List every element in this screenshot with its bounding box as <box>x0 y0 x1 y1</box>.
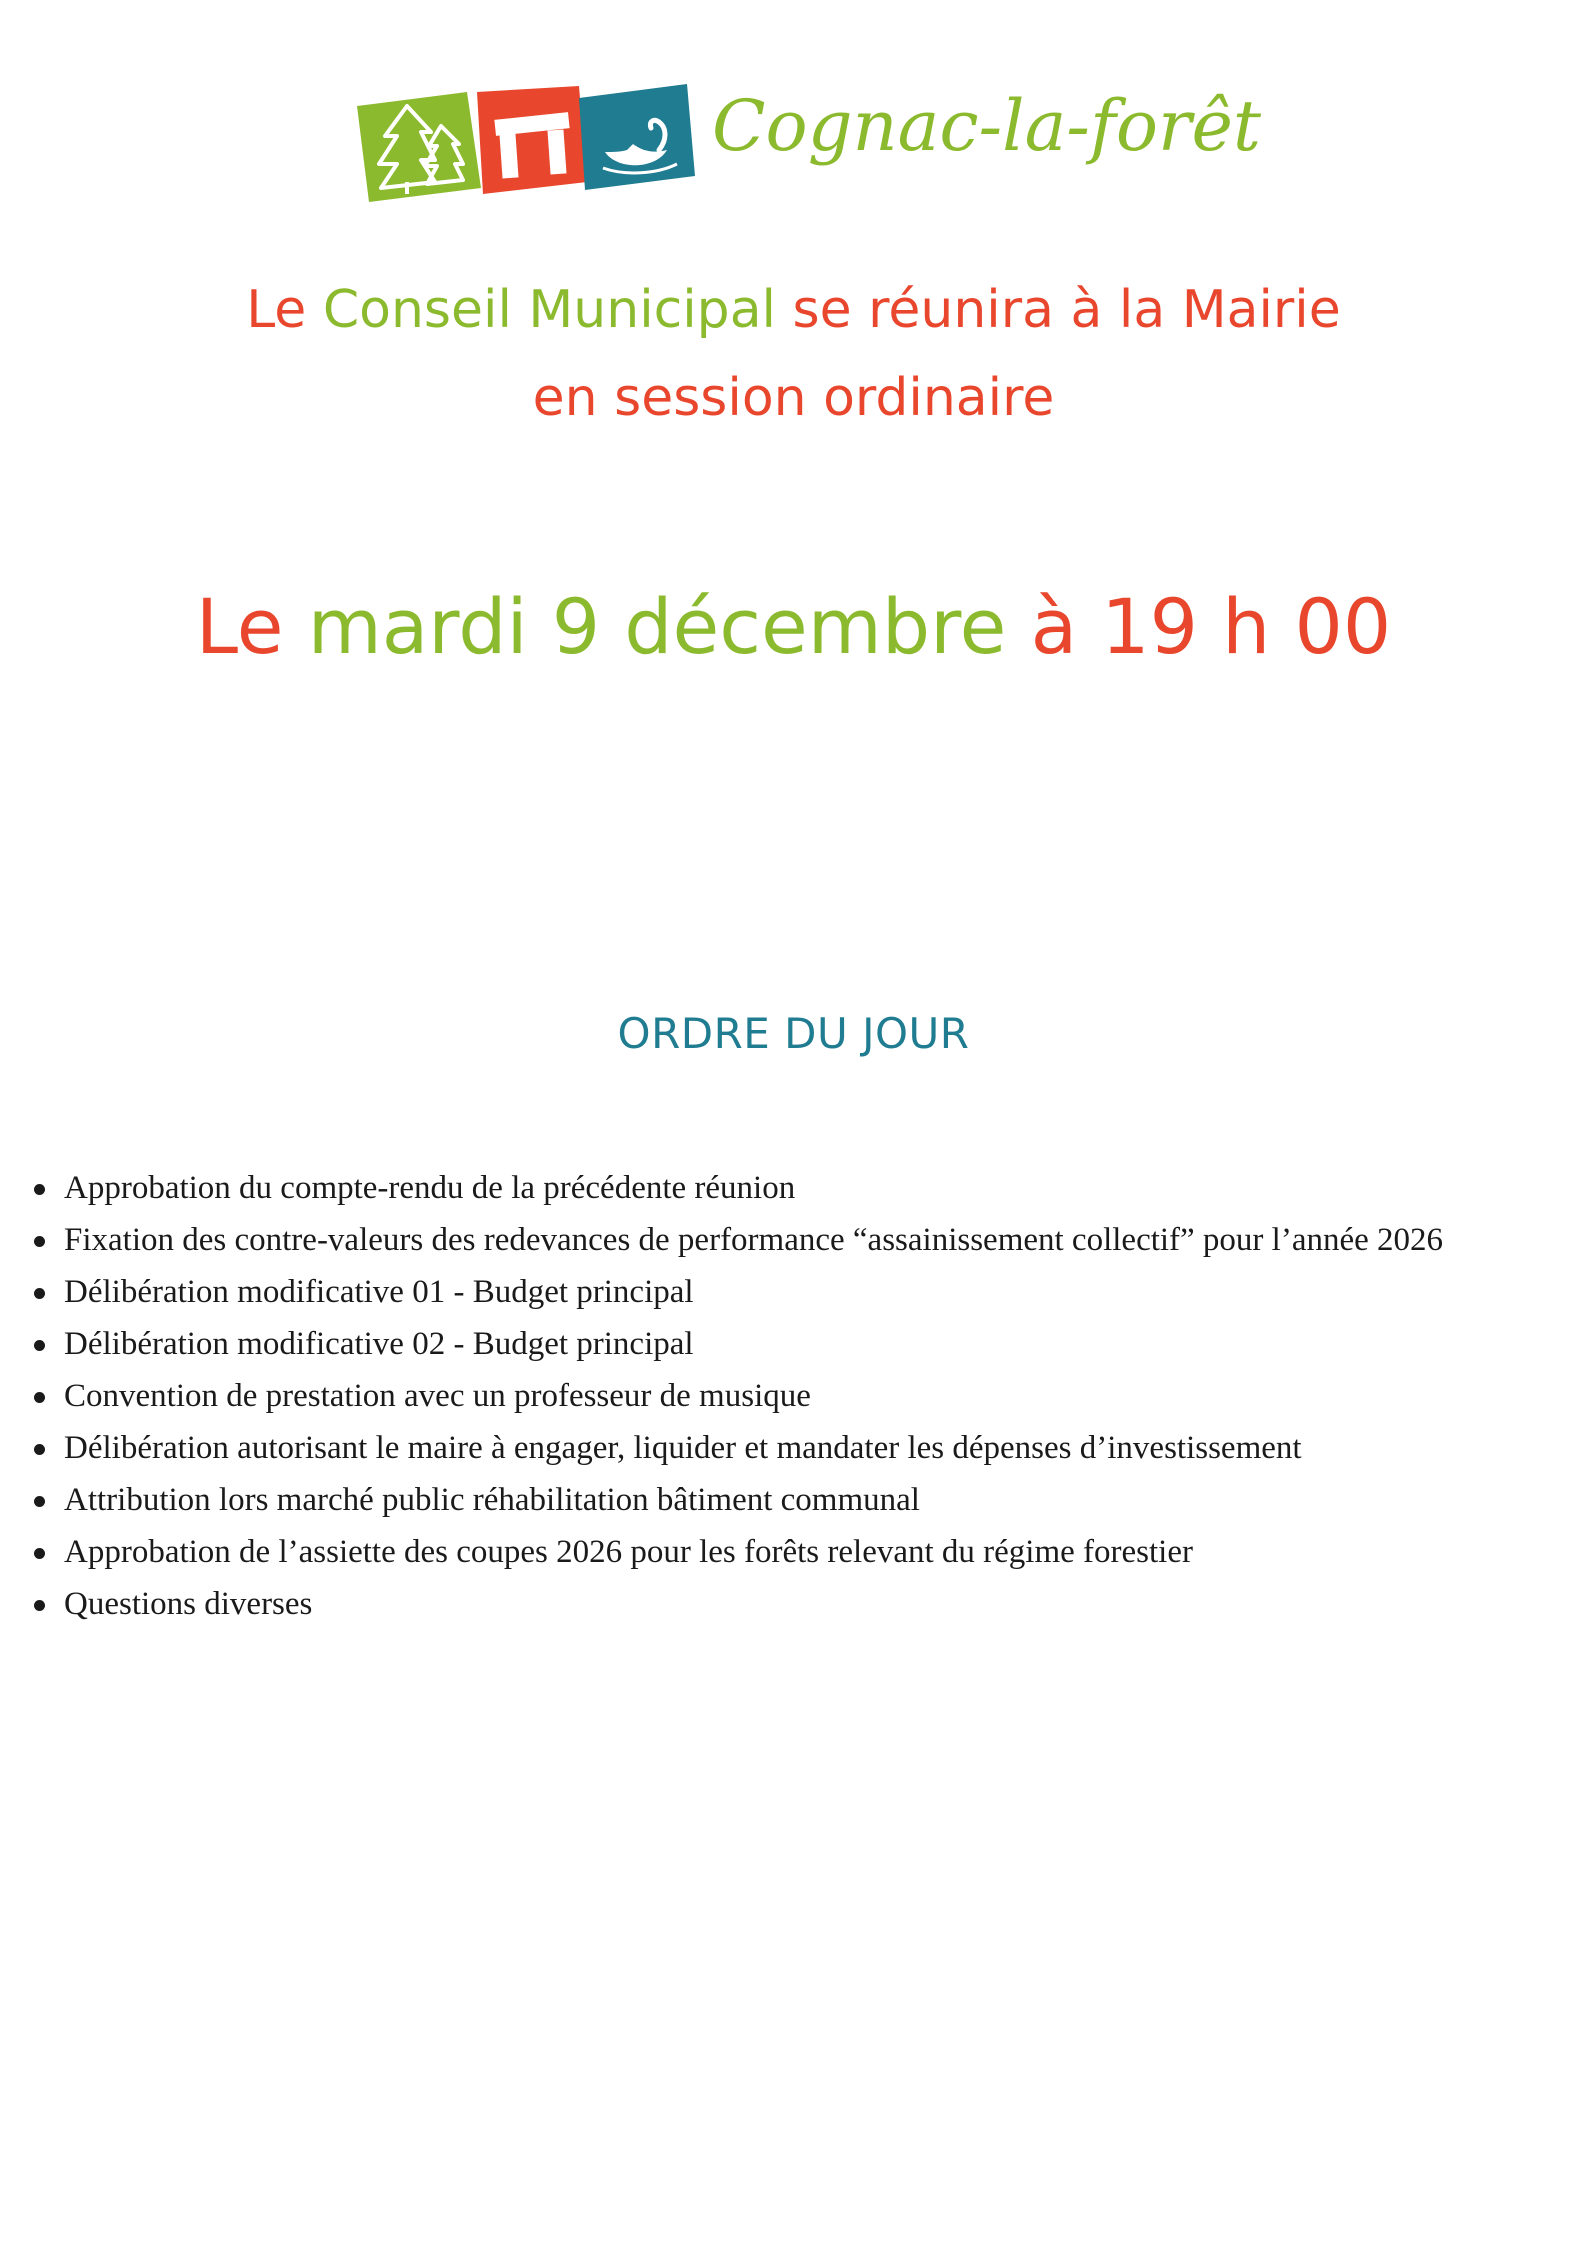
announcement-line-1 <box>0 266 1587 354</box>
agenda-list <box>30 1162 1550 1630</box>
fir-trees-icon <box>357 92 481 202</box>
agenda-item: Approbation du compte-rendu de la précédente réunion <box>30 1162 1550 1214</box>
logo-wordmark: Cognac-la-forêt <box>712 85 1262 167</box>
agenda-item: Délibération modificative 02 - Budget principal <box>30 1318 1550 1370</box>
agenda-item: Convention de prestation avec un professeur de musique <box>30 1370 1550 1422</box>
agenda-item: Attribution lors marché public réhabilitation bâtiment communal <box>30 1474 1550 1526</box>
council-name: Conseil Municipal <box>322 280 776 340</box>
meeting-date <box>0 572 1587 682</box>
dolmen-icon <box>477 86 587 194</box>
announcement-location: se réunira à la Mairie <box>776 280 1341 340</box>
announcement-prefix: Le <box>246 280 323 340</box>
agenda-item: Questions diverses <box>30 1578 1550 1630</box>
agenda-title: ORDRE DU JOUR <box>617 1009 970 1058</box>
announcement-line-2: en session ordinaire <box>532 368 1055 428</box>
agenda-item: Délibération modificative 01 - Budget principal <box>30 1266 1550 1318</box>
meeting-announcement <box>0 266 1587 442</box>
date-day: mardi 9 décembre <box>307 582 1007 671</box>
town-logo <box>355 70 1262 210</box>
date-prefix: Le <box>195 582 308 671</box>
agenda-item: Fixation des contre-valeurs des redevances de performance “assainissement collectif” pour l’année 2026 <box>30 1214 1550 1266</box>
swan-icon <box>579 84 695 190</box>
agenda-item: Approbation de l’assiette des coupes 2026 pour les forêts relevant du régime forestier <box>30 1526 1550 1578</box>
agenda-item: Délibération autorisant le maire à engager, liquider et mandater les dépenses d’investissement <box>30 1422 1550 1474</box>
date-time: à 19 h 00 <box>1006 582 1392 671</box>
logo-emblem <box>355 70 715 210</box>
